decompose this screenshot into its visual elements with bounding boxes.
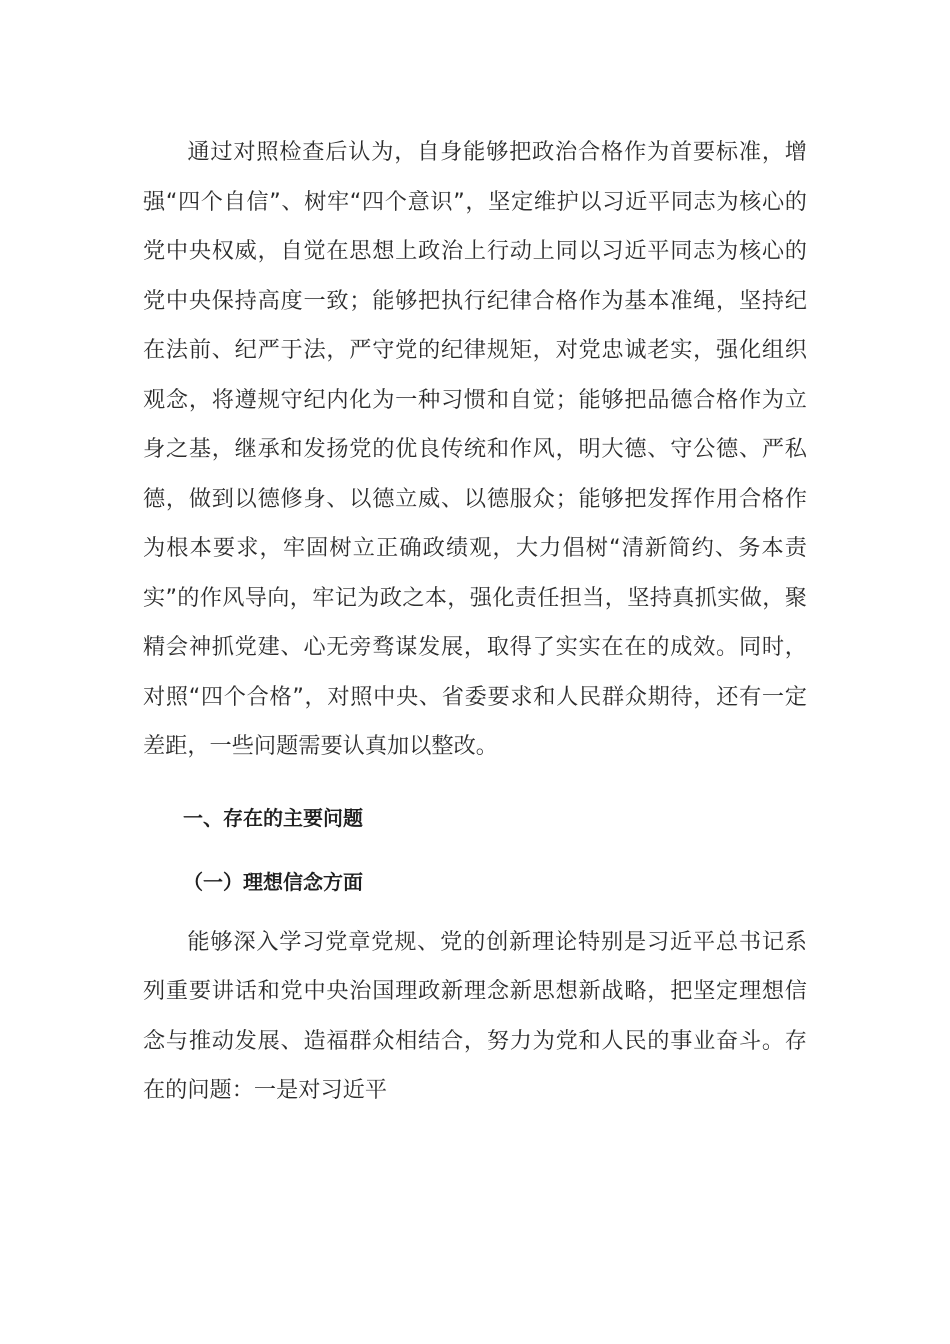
section-heading: 一、存在的主要问题	[183, 805, 363, 830]
document-body	[143, 128, 807, 1116]
subsection-paragraph: 能够深入学习党章党规、党的创新理论特别是习近平总书记系列重要讲话和党中央治国理政新理念新思想新战略，把坚定理想信念与推动发展、造福群众相结合，努力为党和人民的事业奋斗。存在的问题：一是对习近平	[143, 928, 807, 1103]
subsection-heading: （一）理想信念方面	[183, 869, 363, 894]
intro-paragraph: 通过对照检查后认为，自身能够把政治合格作为首要标准，增强“四个自信”、树牢“四个意识”，坚定维护以习近平同志为核心的党中央权威，自觉在思想上政治上行动上同以习近平同志为核心的党中央保持高度一致；能够把执行纪律合格作为基本准绳，坚持纪在法前、纪严于法，严守党的纪律规矩，对党忠诚老实，强化组织观念，将遵规守纪内化为一种习惯和自觉；能够把品德合格作为立身之基，继承和发扬党的优良传统和作风，明大德、守公德、严私德，做到以德修身、以德立威、以德服众；能够把发挥作用合格作为根本要求，牢固树立正确政绩观，大力倡树“清新简约、务本责实”的作风导向，牢记为政之本，强化责任担当，坚持真抓实做，聚精会神抓党建、心无旁骛谋发展，取得了实实在在的成效。同时，对照“四个合格”，对照中央、省委要求和人民群众期待，还有一定差距，一些问题需要认真加以整改。	[143, 139, 807, 759]
